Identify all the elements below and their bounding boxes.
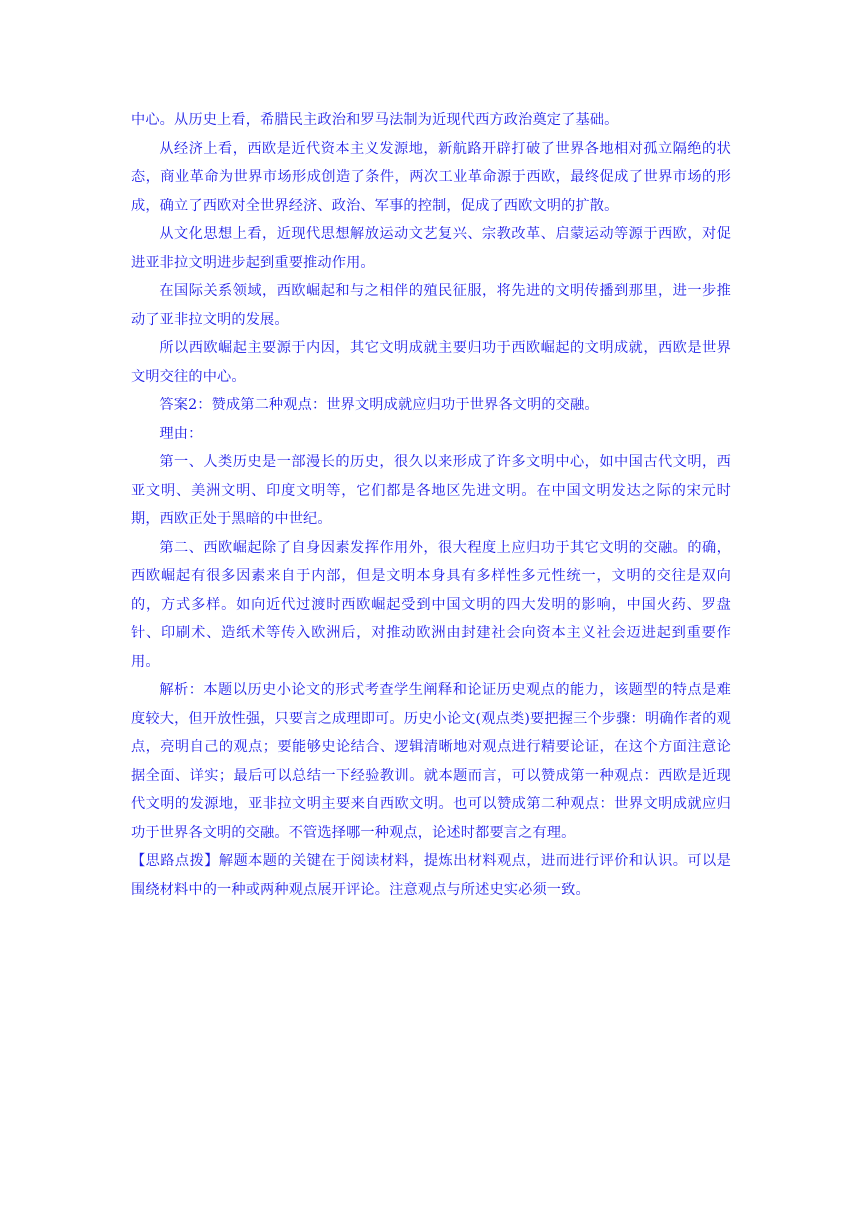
document-body bbox=[131, 106, 731, 904]
tip-label: 【思路点拨】 bbox=[131, 853, 219, 869]
paragraph-analysis: 解析：本题以历史小论文的形式考查学生阐释和论证历史观点的能力，该题型的特点是难度较大，但开放性强，只要言之成理即可。历史小论文(观点类)要把握三个步骤：明确作者的观点，亮明自己的观点；要能够史论结合、逻辑清晰地对观点进行精要论证，在这个方面注意论据全面、详实；最后可以总结一下经验教训。就本题而言，可以赞成第一种观点：西欧是近现代文明的发源地，亚非拉文明主要来自西欧文明。也可以赞成第二种观点：世界文明成就应归功于世界各文明的交融。不管选择哪一种观点，论述时都要言之有理。 bbox=[131, 682, 731, 841]
paragraph-conclusion-1: 所以西欧崛起主要源于内因，其它文明成就主要归功于西欧崛起的文明成就，西欧是世界文明交往的中心。 bbox=[131, 340, 731, 385]
tip-text: 解题本题的关键在于阅读材料，提炼出材料观点，进而进行评价和认识。可以是围绕材料中的一种或两种观点展开评论。注意观点与所述史实必须一致。 bbox=[131, 853, 731, 898]
paragraph-answer-2: 答案2：赞成第二种观点：世界文明成就应归功于世界各文明的交融。 bbox=[159, 397, 599, 413]
paragraph-tip bbox=[131, 847, 731, 904]
paragraph-politics-continued: 中心。从历史上看，希腊民主政治和罗马法制为近现代西方政治奠定了基础。 bbox=[131, 112, 619, 128]
paragraph-reason-second: 第二、西欧崛起除了自身因素发挥作用外，很大程度上应归功于其它文明的交融。的确，西欧崛起有很多因素来自于内部，但是文明本身具有多样性多元性统一，文明的交往是双向的，方式多样。如向近代过渡时西欧崛起受到中国文明的四大发明的影响，中国火药、罗盘针、印刷术、造纸术等传入欧洲后，对推动欧洲由封建社会向资本主义社会迈进起到重要作用。 bbox=[131, 539, 731, 670]
paragraph-reason-label: 理由： bbox=[159, 425, 203, 442]
paragraph-economy: 从经济上看，西欧是近代资本主义发源地，新航路开辟打破了世界各地相对孤立隔绝的状态，商业革命为世界市场形成创造了条件，两次工业革命源于西欧，最终促成了世界市场的形成，确立了西欧对全世界经济、政治、军事的控制，促成了西欧文明的扩散。 bbox=[131, 140, 731, 214]
paragraph-reason-first: 第一、人类历史是一部漫长的历史，很久以来形成了许多文明中心，如中国古代文明，西亚文明、美洲文明、印度文明等，它们都是各地区先进文明。在中国文明发达之际的宋元时期，西欧正处于黑暗的中世纪。 bbox=[131, 454, 731, 527]
paragraph-culture: 从文化思想上看，近现代思想解放运动文艺复兴、宗教改革、启蒙运动等源于西欧，对促进亚非拉文明进步起到重要推动作用。 bbox=[131, 226, 731, 271]
paragraph-international-relations: 在国际关系领域，西欧崛起和与之相伴的殖民征服，将先进的文明传播到那里，进一步推动了亚非拉文明的发展。 bbox=[131, 283, 731, 328]
